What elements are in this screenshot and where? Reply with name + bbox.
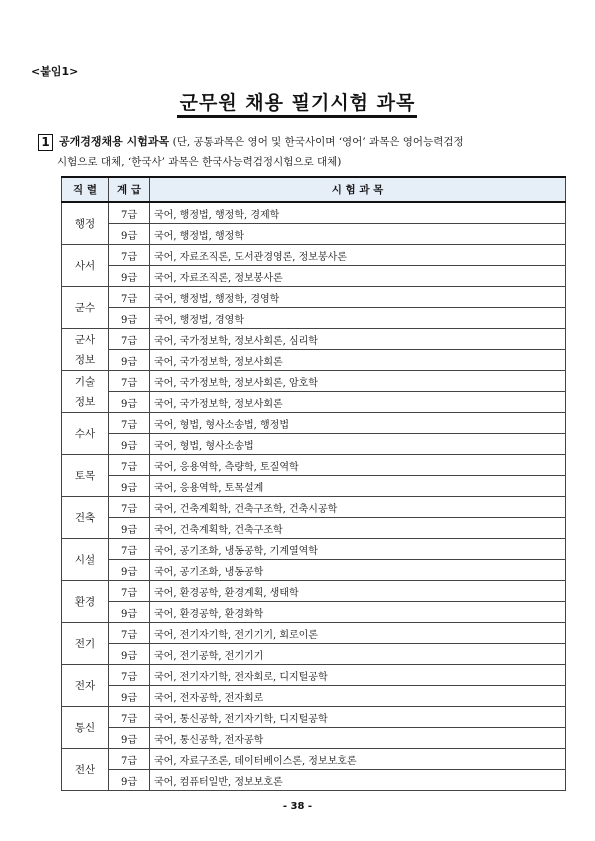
grade-cell: 9급 xyxy=(109,476,150,497)
job-series-cell: 수사 xyxy=(62,413,109,455)
subjects-cell: 국어, 통신공학, 전기자기학, 디지털공학 xyxy=(150,707,566,728)
subjects-cell: 국어, 행정법, 경영학 xyxy=(150,308,566,329)
table-row xyxy=(62,749,566,770)
subjects-cell: 국어, 전자공학, 전자회로 xyxy=(150,686,566,707)
header-subjects: 시 험 과 목 xyxy=(150,177,566,202)
grade-cell: 7급 xyxy=(109,455,150,476)
table-row xyxy=(62,665,566,686)
page-number: - 38 - xyxy=(282,801,313,812)
grade-cell: 9급 xyxy=(109,266,150,287)
table-row xyxy=(62,245,566,266)
job-series-cell: 군수 xyxy=(62,287,109,329)
header-grade: 계 급 xyxy=(109,177,150,202)
subjects-cell: 국어, 전기자기학, 전기기기, 회로이론 xyxy=(150,623,566,644)
table-row xyxy=(62,560,566,581)
page-title: 군무원 채용 필기시험 과목 xyxy=(179,92,416,114)
table-row xyxy=(62,455,566,476)
job-series-cell: 토목 xyxy=(62,455,109,497)
subjects-cell: 국어, 형법, 형사소송법 xyxy=(150,434,566,455)
table-row xyxy=(62,413,566,434)
subjects-cell: 국어, 국가정보학, 정보사회론, 심리학 xyxy=(150,329,566,350)
grade-cell: 9급 xyxy=(109,728,150,749)
grade-cell: 9급 xyxy=(109,350,150,371)
grade-cell: 9급 xyxy=(109,770,150,791)
subjects-cell: 국어, 전기자기학, 전자회로, 디지털공학 xyxy=(150,665,566,686)
table-row xyxy=(62,202,566,224)
table-header-row xyxy=(62,177,566,202)
table-row xyxy=(62,539,566,560)
subjects-cell: 국어, 행정법, 행정학 xyxy=(150,224,566,245)
grade-cell: 7급 xyxy=(109,623,150,644)
subjects-cell: 국어, 국가정보학, 정보사회론 xyxy=(150,350,566,371)
job-series-cell: 전자 xyxy=(62,665,109,707)
subjects-cell: 국어, 공기조화, 냉동공학 xyxy=(150,560,566,581)
grade-cell: 7급 xyxy=(109,539,150,560)
grade-cell: 7급 xyxy=(109,707,150,728)
job-series-cell: 통신 xyxy=(62,707,109,749)
subjects-cell: 국어, 환경공학, 환경화학 xyxy=(150,602,566,623)
table-row xyxy=(62,350,566,371)
job-series-cell: 전기 xyxy=(62,623,109,665)
table-row xyxy=(62,371,566,392)
job-series-cell: 사서 xyxy=(62,245,109,287)
subjects-cell: 국어, 행정법, 행정학, 경제학 xyxy=(150,202,566,224)
grade-cell: 7급 xyxy=(109,371,150,392)
subjects-cell: 국어, 환경공학, 환경계획, 생태학 xyxy=(150,581,566,602)
attachment-label: <붙임1> xyxy=(31,65,79,78)
subjects-cell: 국어, 자료조직론, 정보봉사론 xyxy=(150,266,566,287)
table-row xyxy=(62,266,566,287)
subjects-cell: 국어, 통신공학, 전자공학 xyxy=(150,728,566,749)
grade-cell: 9급 xyxy=(109,644,150,665)
table-row xyxy=(62,476,566,497)
table-row xyxy=(62,224,566,245)
table-row xyxy=(62,686,566,707)
table-row xyxy=(62,329,566,350)
exam-subjects-table xyxy=(61,176,566,791)
table-row xyxy=(62,602,566,623)
subjects-cell: 국어, 자료조직론, 도서관경영론, 정보봉사론 xyxy=(150,245,566,266)
table-row xyxy=(62,644,566,665)
title-underline xyxy=(177,115,417,118)
grade-cell: 9급 xyxy=(109,686,150,707)
table-row xyxy=(62,287,566,308)
subjects-cell: 국어, 형법, 형사소송법, 행정법 xyxy=(150,413,566,434)
subjects-cell: 국어, 건축계획학, 건축구조학, 건축시공학 xyxy=(150,497,566,518)
section-1 xyxy=(38,132,568,172)
job-series-cell: 행정 xyxy=(62,202,109,245)
section-number-box: 1 xyxy=(38,134,53,151)
table-row xyxy=(62,581,566,602)
job-series-cell: 환경 xyxy=(62,581,109,623)
subjects-cell: 국어, 국가정보학, 정보사회론, 암호학 xyxy=(150,371,566,392)
subjects-cell: 국어, 컴퓨터일반, 정보보호론 xyxy=(150,770,566,791)
table-row xyxy=(62,518,566,539)
job-series-cell: 군사 정보 xyxy=(62,329,109,371)
job-series-cell: 기술 정보 xyxy=(62,371,109,413)
grade-cell: 9급 xyxy=(109,392,150,413)
subjects-cell: 국어, 행정법, 행정학, 경영학 xyxy=(150,287,566,308)
table-row xyxy=(62,707,566,728)
grade-cell: 7급 xyxy=(109,245,150,266)
table-row xyxy=(62,728,566,749)
section-note-line1: (단, 공통과목은 영어 및 한국사이며 ‘영어’ 과목은 영어능력검정 xyxy=(172,136,464,148)
table-row xyxy=(62,623,566,644)
job-series-cell: 시설 xyxy=(62,539,109,581)
header-job: 직 렬 xyxy=(62,177,109,202)
subjects-cell: 국어, 공기조화, 냉동공학, 기계열역학 xyxy=(150,539,566,560)
grade-cell: 7급 xyxy=(109,287,150,308)
subjects-cell: 국어, 자료구조론, 데이터베이스론, 정보보호론 xyxy=(150,749,566,770)
subjects-cell: 국어, 전기공학, 전기기기 xyxy=(150,644,566,665)
job-series-cell: 전산 xyxy=(62,749,109,791)
grade-cell: 9급 xyxy=(109,308,150,329)
table-row xyxy=(62,497,566,518)
grade-cell: 7급 xyxy=(109,497,150,518)
grade-cell: 7급 xyxy=(109,665,150,686)
section-note-line2: 시험으로 대체, ‘한국사’ 과목은 한국사능력검정시험으로 대체) xyxy=(57,156,342,168)
grade-cell: 9급 xyxy=(109,434,150,455)
grade-cell: 9급 xyxy=(109,518,150,539)
grade-cell: 7급 xyxy=(109,749,150,770)
grade-cell: 7급 xyxy=(109,329,150,350)
table-row xyxy=(62,392,566,413)
table-row xyxy=(62,770,566,791)
grade-cell: 9급 xyxy=(109,602,150,623)
subjects-cell: 국어, 건축계획학, 건축구조학 xyxy=(150,518,566,539)
table-body xyxy=(62,202,566,791)
section-heading: 공개경쟁채용 시험과목 xyxy=(59,135,170,148)
job-series-cell: 건축 xyxy=(62,497,109,539)
grade-cell: 7급 xyxy=(109,581,150,602)
grade-cell: 9급 xyxy=(109,560,150,581)
grade-cell: 9급 xyxy=(109,224,150,245)
subjects-cell: 국어, 응용역학, 측량학, 토질역학 xyxy=(150,455,566,476)
subjects-cell: 국어, 국가정보학, 정보사회론 xyxy=(150,392,566,413)
table-row xyxy=(62,434,566,455)
table-row xyxy=(62,308,566,329)
subjects-cell: 국어, 응용역학, 토목설계 xyxy=(150,476,566,497)
grade-cell: 7급 xyxy=(109,413,150,434)
grade-cell: 7급 xyxy=(109,202,150,224)
